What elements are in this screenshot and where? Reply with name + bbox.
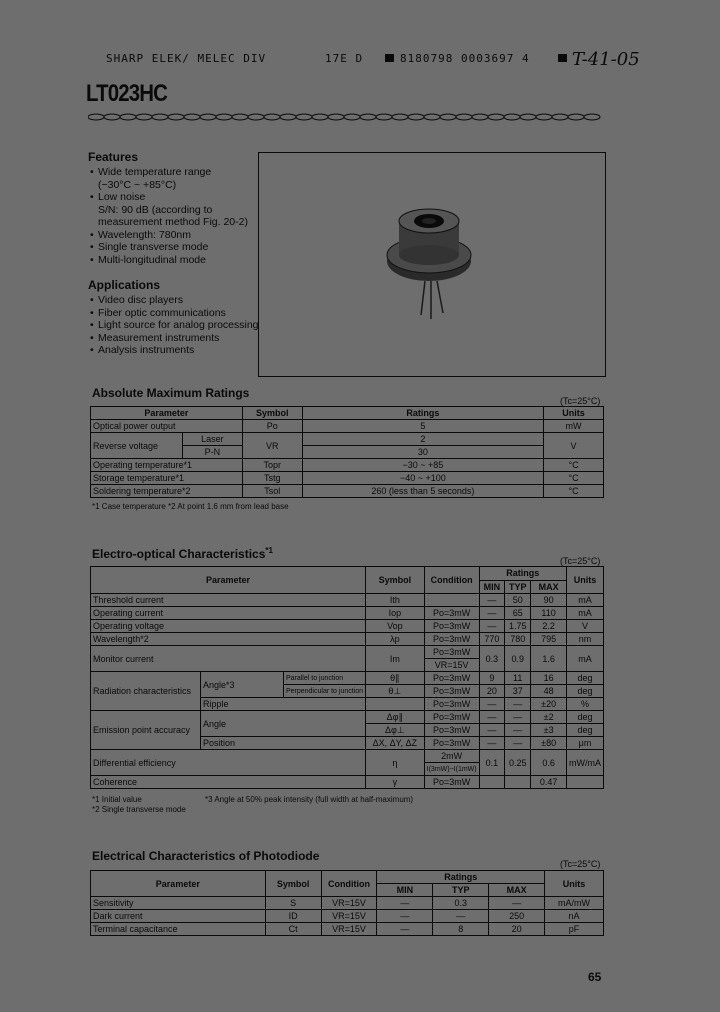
decorative-chain-rule [88, 112, 608, 122]
table-row: Position ΔX, ΔY, ΔZ Po=3mW — — ±80 μm [91, 737, 604, 750]
table-header-row: Parameter Symbol Condition Ratings Units [91, 871, 604, 884]
features-heading: Features [88, 150, 139, 164]
chain-link [168, 114, 184, 120]
amr-table [90, 406, 604, 498]
page-title: LT023HC [86, 80, 167, 107]
chain-link [376, 114, 392, 120]
table-row: Monitor current Im Po=3mW 0.3 0.9 1.6 mA [91, 646, 604, 659]
list-item: • Fiber optic communications [90, 307, 260, 320]
chain-link [536, 114, 552, 120]
chain-link [328, 114, 344, 120]
table-row: Δφ⊥ Po=3mW — — ±3 deg [91, 724, 604, 737]
chain-link [296, 114, 312, 120]
chain-link [312, 114, 328, 120]
list-item: • Video disc players [90, 294, 260, 307]
chain-link [568, 114, 584, 120]
handwritten-note: T-41-05 [572, 49, 640, 70]
table-header-row [91, 407, 604, 420]
chain-link [264, 114, 280, 120]
col-header: Ratings [302, 407, 543, 420]
col-header: Units [544, 407, 604, 420]
table-row: Soldering temperature*2 Tsol 260 (less than 5 seconds) °C [91, 485, 604, 498]
table-row: Emission point accuracy Angle Δφ∥ Po=3mW — — ±2 deg [91, 711, 604, 724]
table-row: Storage temperature*1 Tstg −40 ~ +100 °C [91, 472, 604, 485]
chain-link [440, 114, 456, 120]
chain-link [280, 114, 296, 120]
chain-link [456, 114, 472, 120]
header-numbers: 8180798 0003697 4 [400, 52, 530, 65]
chain-link [184, 114, 200, 120]
list-item: (−30°C ~ +85°C) [98, 178, 177, 191]
table-row: Threshold current Ith — 50 90 mA [91, 594, 604, 607]
col-header: Symbol [242, 407, 302, 420]
chain-link [152, 114, 168, 120]
eo-note-2: *2 Single transverse mode [92, 805, 186, 814]
ec-condition: (Tc=25°C) [560, 859, 601, 869]
list-item: • Single transverse mode [90, 241, 260, 254]
list-item: • Low noise [90, 191, 260, 204]
table-row: I(3mW)−I(1mW) [91, 763, 604, 776]
chain-link [248, 114, 264, 120]
chain-link [520, 114, 536, 120]
list-item: • Measurement instruments [90, 332, 260, 345]
table-header-row: Parameter Symbol Condition Ratings Units [91, 567, 604, 581]
chain-link [104, 114, 120, 120]
list-item: • Multi-longitudinal mode [90, 254, 260, 267]
table-row: Differential efficiency η 2mW 0.1 0.25 0.6 mW/mA [91, 750, 604, 763]
eo-table [90, 566, 604, 789]
product-photo [258, 152, 606, 377]
list-item: • Analysis instruments [90, 344, 260, 357]
header-block-mark-2 [558, 54, 567, 62]
table-row: Coherence γ Po=3mW 0.47 [91, 776, 604, 789]
table-row: P-N 30 [91, 446, 604, 459]
table-row: Operating voltage Vop Po=3mW — 1.75 2.2 V [91, 620, 604, 633]
chain-link [344, 114, 360, 120]
table-row: Ripple Po=3mW — — ±20 % [91, 698, 604, 711]
table-row: Radiation characteristics Angle*3 Parallel to junction θ∥ Po=3mW 9 11 16 deg [91, 672, 604, 685]
chain-link [584, 114, 600, 120]
page-number: 65 [588, 970, 602, 984]
ec-table [90, 870, 604, 936]
chain-link [504, 114, 520, 120]
header-block-mark [385, 54, 394, 62]
table-header-row: MIN TYP MAX [91, 884, 604, 897]
chain-link [360, 114, 376, 120]
chain-link [88, 114, 104, 120]
table-row: Dark current ID VR=15V — — 250 nA [91, 910, 604, 923]
chain-link [408, 114, 424, 120]
table-row: Sensitivity S VR=15V — 0.3 — mA/mW [91, 897, 604, 910]
chain-link [200, 114, 216, 120]
chain-link [216, 114, 232, 120]
chain-link [472, 114, 488, 120]
applications-list [90, 294, 260, 357]
list-item: measurement method Fig. 20-2) [98, 216, 248, 228]
chain-link [136, 114, 152, 120]
list-item: • Light source for analog processing [90, 319, 260, 332]
col-header: Parameter [91, 407, 243, 420]
eo-note-3: *3 Angle at 50% peak intensity (full width at half-maximum) [205, 795, 414, 804]
list-item: S/N: 90 dB (according to [98, 203, 213, 216]
list-item: • Wavelength: 780nm [90, 229, 260, 242]
applications-heading: Applications [88, 278, 161, 292]
features-list [90, 166, 260, 266]
eo-heading: Electro-optical Characteristics$^{*1}$ [92, 546, 273, 561]
table-row: VR=15V [91, 659, 604, 672]
ec-heading: Electrical Characteristics of Photodiode [92, 849, 320, 863]
chain-link [424, 114, 440, 120]
chain-link [232, 114, 248, 120]
table-row: Optical power output Po 5 mW [91, 420, 604, 433]
table-row: Operating temperature*1 Topr −30 ~ +85 °C [91, 459, 604, 472]
table-row: Wavelength*2 λp Po=3mW 770 780 795 nm [91, 633, 604, 646]
table-header-row: MIN TYP MAX [91, 580, 604, 594]
table-row: Operating current Iop Po=3mW — 65 110 mA [91, 607, 604, 620]
eo-note-1: *1 Initial value [92, 795, 142, 804]
chain-link [392, 114, 408, 120]
table-row: Reverse voltage Laser VR 2 V [91, 433, 604, 446]
list-item: • Wide temperature range [90, 166, 260, 179]
eo-condition: (Tc=25°C) [560, 556, 601, 566]
header-code: 17E D [325, 52, 364, 65]
chain-link [552, 114, 568, 120]
table-row: Terminal capacitance Ct VR=15V — 8 20 pF [91, 923, 604, 936]
amr-notes: *1 Case temperature *2 At point 1.6 mm from lead base [92, 502, 289, 511]
laser-diode-illustration [259, 153, 605, 376]
table-row: Perpendicular to junction θ⊥ Po=3mW 20 37 48 deg [91, 685, 604, 698]
amr-heading: Absolute Maximum Ratings [92, 386, 250, 400]
chain-link [120, 114, 136, 120]
chain-link [488, 114, 504, 120]
amr-condition: (Tc=25°C) [560, 396, 601, 406]
header-division: SHARP ELEK/ MELEC DIV [106, 52, 267, 65]
